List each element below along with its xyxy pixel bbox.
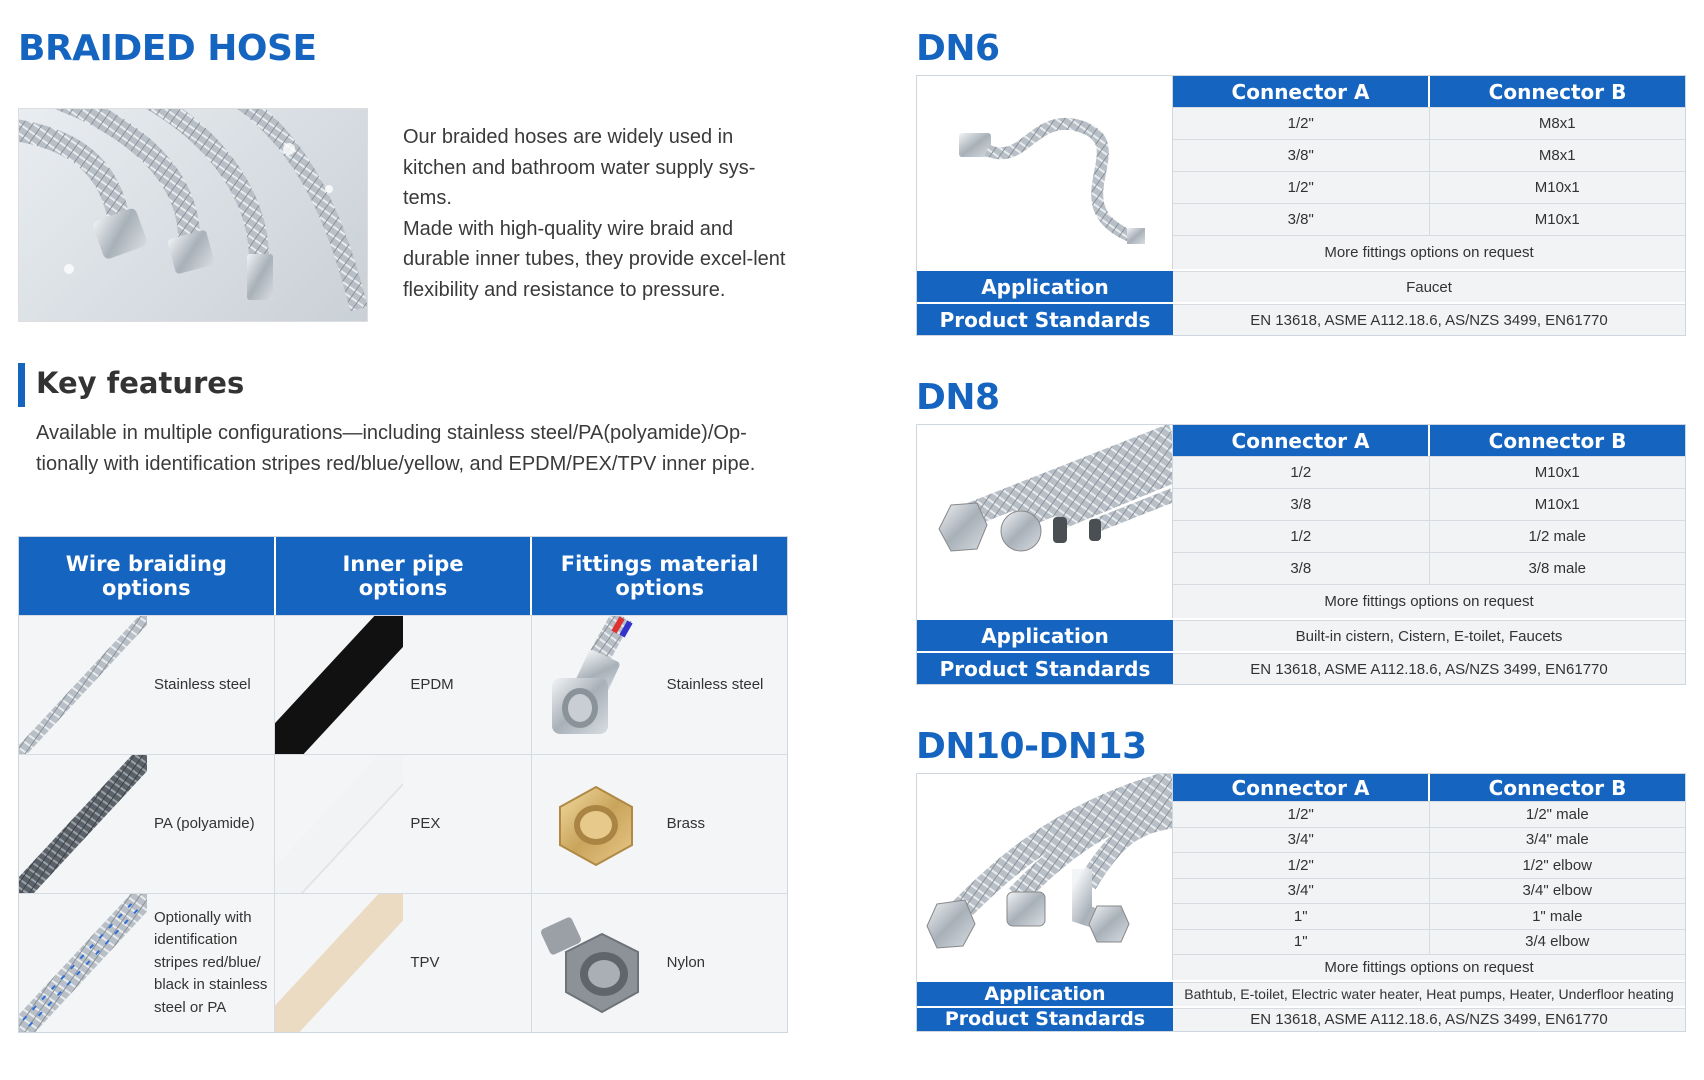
- connector-a-value: 1/2": [1173, 172, 1430, 203]
- intro-paragraph-2: Made with high-quality wire braid and durable inner tubes, they provide excel-lent flexibility and resistance to pressure.: [403, 217, 786, 301]
- connector-b-value: 3/4 elbow: [1525, 933, 1590, 951]
- connector-a-value: 3/8: [1173, 489, 1430, 520]
- page-title: BRAIDED HOSE: [18, 28, 317, 69]
- pa-braid-image: [19, 755, 147, 893]
- table-row: [1173, 801, 1685, 827]
- table-row: [1173, 456, 1685, 488]
- key-features-title: Key features: [36, 366, 245, 400]
- connector-a-value: 1": [1173, 930, 1430, 955]
- connector-b-value: M8x1: [1538, 115, 1576, 132]
- dn6-hose-image: [917, 76, 1173, 269]
- table-row: [19, 754, 787, 893]
- table-row: [1173, 520, 1685, 552]
- braided-hose-photo: [18, 108, 368, 322]
- application-row: [917, 269, 1685, 302]
- dn8-title: DN8: [916, 377, 1000, 418]
- dn6-title: DN6: [916, 28, 1000, 69]
- connector-a-value: 1/2": [1173, 802, 1430, 827]
- dn10-dn13-hose-image: [917, 774, 1173, 980]
- application-label: Application: [917, 982, 1173, 1006]
- nylon-fitting-image: [532, 894, 660, 1032]
- header-connector-a: Connector A: [1173, 774, 1430, 801]
- option-label: Stainless steel: [154, 675, 251, 693]
- connector-a-value: 1/2": [1173, 853, 1430, 878]
- dn6-header-row: [1173, 76, 1685, 107]
- connector-b-value: M8x1: [1538, 147, 1576, 164]
- connector-a-value: 3/4": [1173, 828, 1430, 853]
- dn6-spec-table: [916, 75, 1686, 336]
- option-cell: [275, 616, 531, 754]
- connector-b-value: 1/2 male: [1528, 528, 1587, 545]
- connector-b-value: 3/8 male: [1528, 560, 1587, 577]
- table-row: [1173, 107, 1685, 139]
- connector-a-value: 3/4": [1173, 879, 1430, 904]
- standards-row: [917, 302, 1685, 335]
- application-label: Application: [917, 620, 1173, 651]
- header-fittings-material: Fittings material options: [560, 552, 759, 600]
- connector-b-value: 3/4" male: [1525, 831, 1589, 849]
- dn8-header-row: [1173, 425, 1685, 456]
- option-label: Nylon: [666, 953, 706, 971]
- dn10-dn13-title: DN10-DN13: [916, 726, 1147, 767]
- connector-a-value: 3/8": [1173, 140, 1430, 171]
- header-inner-pipe: Inner pipe options: [276, 537, 533, 615]
- brass-nut-image: [532, 755, 660, 893]
- intro-paragraph-1: Our braided hoses are widely used in kitchen and bathroom water supply sys-tems.: [403, 126, 756, 209]
- connector-b-value: M10x1: [1534, 464, 1580, 481]
- standards-value: EN 13618, ASME A112.18.6, AS/NZS 3499, EN61770: [1173, 1008, 1685, 1032]
- table-row: [1173, 171, 1685, 203]
- option-cell: [19, 894, 275, 1032]
- pex-pipe-image: [275, 755, 403, 893]
- option-cell: [532, 616, 787, 754]
- header-connector-b: Connector B: [1488, 775, 1627, 800]
- option-label: Optionally with identification stripes red/blue/ black in stainless steel or PA: [154, 908, 268, 1016]
- connector-a-value: 1": [1173, 904, 1430, 929]
- dn10-dn13-spec-table: [916, 773, 1686, 1032]
- connector-b-value: 1/2" male: [1525, 805, 1589, 823]
- connector-b-value: 3/4" elbow: [1522, 882, 1593, 900]
- standards-row: [917, 1006, 1685, 1032]
- option-cell: [275, 894, 531, 1032]
- connector-b-value: 1/2" elbow: [1522, 856, 1593, 874]
- option-cell: [275, 755, 531, 893]
- standards-value: EN 13618, ASME A112.18.6, AS/NZS 3499, EN61770: [1173, 304, 1685, 335]
- connector-a-value: 1/2: [1173, 457, 1430, 488]
- option-label: PA (polyamide): [154, 814, 255, 832]
- table-row: [1173, 827, 1685, 853]
- application-label: Application: [917, 271, 1173, 302]
- table-row: [1173, 929, 1685, 955]
- connector-b-value: 1" male: [1532, 907, 1583, 925]
- dn8-spec-table: [916, 424, 1686, 685]
- table-row: [1173, 878, 1685, 904]
- options-table: [18, 536, 788, 1033]
- connector-b-value: M10x1: [1534, 496, 1580, 513]
- striped-braid-image: [19, 894, 147, 1032]
- more-options-note: More fittings options on request: [1173, 584, 1685, 618]
- connector-b-value: M10x1: [1534, 211, 1580, 228]
- standards-label: Product Standards: [917, 653, 1173, 684]
- more-options-note: More fittings options on request: [1173, 235, 1685, 269]
- option-label: Stainless steel: [666, 675, 764, 693]
- table-row: [1173, 488, 1685, 520]
- key-features-description: Available in multiple configurations—including stainless steel/PA(polyamide)/Op-tionally with identification stripes red/blue/yellow, and EPDM/PEX/TPV inner pipe.: [36, 422, 756, 475]
- option-label: TPV: [410, 953, 440, 971]
- standards-row: [917, 651, 1685, 684]
- tpv-pipe-image: [275, 894, 403, 1032]
- connector-a-value: 1/2: [1173, 521, 1430, 552]
- connector-a-value: 1/2": [1173, 108, 1430, 139]
- header-connector-b: Connector B: [1488, 79, 1627, 104]
- application-row: [917, 980, 1685, 1006]
- intro-text: [403, 122, 788, 305]
- table-row: [19, 615, 787, 754]
- option-label: EPDM: [410, 675, 454, 693]
- table-row: [1173, 852, 1685, 878]
- header-wire-braiding: Wire braiding options: [19, 537, 276, 615]
- dn10-dn13-header-row: [1173, 774, 1685, 801]
- option-label: PEX: [410, 814, 441, 832]
- application-value: Built-in cistern, Cistern, E-toilet, Faucets: [1173, 620, 1685, 651]
- table-row: [1173, 903, 1685, 929]
- stainless-fitting-image: [532, 616, 660, 754]
- table-row: [1173, 139, 1685, 171]
- stainless-braid-image: [19, 616, 147, 754]
- standards-label: Product Standards: [917, 1008, 1173, 1032]
- application-value: Faucet: [1173, 271, 1685, 302]
- section-accent-bar: [18, 363, 25, 407]
- option-cell: [532, 894, 787, 1032]
- option-cell: [532, 755, 787, 893]
- table-row: [1173, 203, 1685, 235]
- connector-b-value: M10x1: [1534, 179, 1580, 196]
- more-options-note: More fittings options on request: [1173, 954, 1685, 980]
- option-label: Brass: [666, 814, 705, 832]
- header-connector-a: Connector A: [1173, 425, 1430, 456]
- table-row: [1173, 552, 1685, 584]
- header-connector-b: Connector B: [1488, 428, 1627, 453]
- header-connector-a: Connector A: [1173, 76, 1430, 107]
- standards-value: EN 13618, ASME A112.18.6, AS/NZS 3499, EN61770: [1173, 653, 1685, 684]
- standards-label: Product Standards: [917, 304, 1173, 335]
- connector-a-value: 3/8": [1173, 204, 1430, 235]
- application-value: Bathtub, E-toilet, Electric water heater, Heat pumps, Heater, Underfloor heating: [1173, 982, 1685, 1006]
- application-row: [917, 618, 1685, 651]
- epdm-pipe-image: [275, 616, 403, 754]
- option-cell: [19, 616, 275, 754]
- dn8-hose-image: [917, 425, 1173, 618]
- options-table-header: [19, 537, 787, 615]
- connector-a-value: 3/8: [1173, 553, 1430, 584]
- option-cell: [19, 755, 275, 893]
- table-row: [19, 893, 787, 1032]
